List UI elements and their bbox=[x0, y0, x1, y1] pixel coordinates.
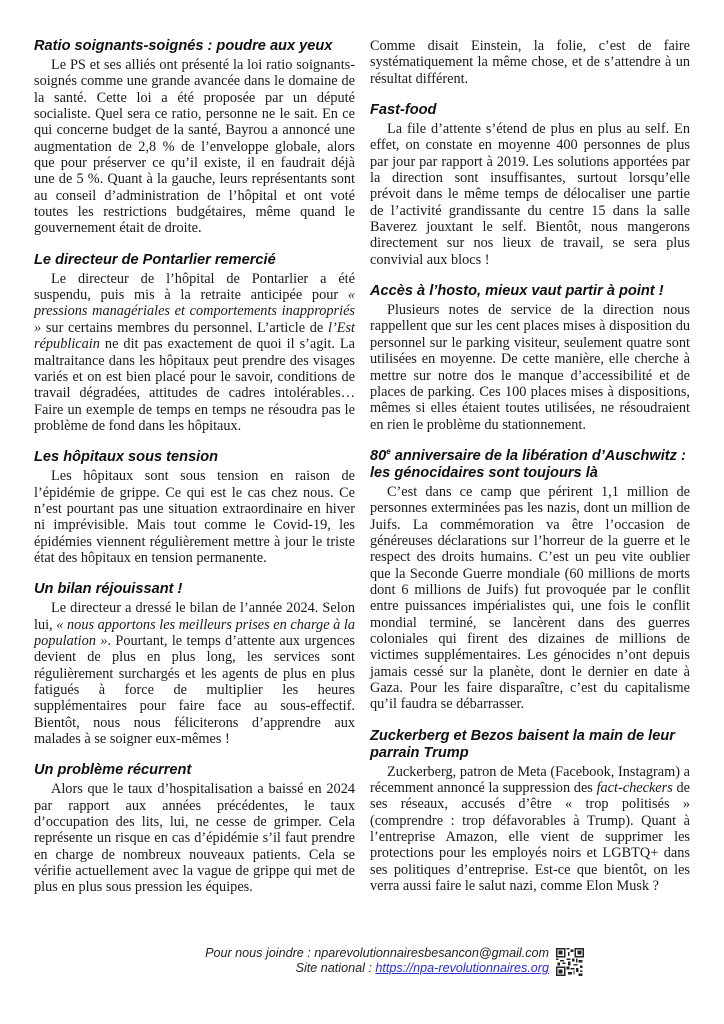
article-body: C’est dans ce camp que périrent 1,1 million de personnes exterminées pas les nazis, dont un million de Juifs. La commémoration va être l’occasion de généreuses déclarations sur l’horreur de la guerre et le respect des droits humains. C’est un peu vite oublier que la Seconde Guerre mondiale (60 millions de morts dont 6 millions de Juifs) fut provoquée par le conflit entre puissances impérialistes qui, une fois le conflit mondial terminé, se lancèrent dans des guerres coloniales qui firent des dizaines de millions de victimes supplémentaires. Les génocides n’ont depuis jamais cessé sur la planète, dont le dernier en date à Gaza. Pour les faire disparaître, c’est du capitalisme qu’il faudra se débarrasser. bbox=[370, 483, 690, 713]
article-probleme bbox=[34, 762, 355, 895]
article-title: Fast-food bbox=[370, 102, 437, 119]
article-body: Le PS et ses alliés ont présenté la loi ratio soignants-soignés comme une grande avancée dans le domaine de la santé. Cette loi a été proposée par un député socialiste. Quel sera ce ratio, personne ne le sait. En ce qui concerne budget de la santé, Bayrou a annoncé une augmentation de 2,8 % de l’enveloppe globale, alors que pour préserver ce qu’il existe, il en faudrait déjà une de 5 %. Quant à la gauche, leurs représentants sont au conseil d’administration de l’hôpital et ont voté toutes les restrictions budgétaires, même quand le gouvernement était de droite. bbox=[34, 57, 355, 237]
article-bilan bbox=[34, 581, 355, 747]
article-title: Un problème récurrent bbox=[34, 762, 192, 779]
footer-contact bbox=[205, 946, 549, 976]
article-title: Un bilan réjouissant ! bbox=[34, 581, 183, 598]
article-ratio bbox=[34, 38, 355, 237]
site-line: Site national : https://npa-revolutionnaires.org bbox=[295, 961, 549, 975]
qr-code-icon bbox=[556, 948, 584, 976]
right-column bbox=[370, 38, 690, 894]
left-column bbox=[34, 38, 355, 896]
article-title: Ratio soignants-soignés : poudre aux yeux bbox=[34, 38, 333, 54]
site-link[interactable]: https://npa-revolutionnaires.org bbox=[375, 961, 549, 975]
article-tension bbox=[34, 449, 355, 566]
article-body: La file d’attente s’étend de plus en plus au self. En effet, on constate en moyenne 400 personnes de plus par jour par rapport à 2019. Les solutions apportées par la direction sont insuffisantes, surtout lorsqu’elle prévoit dans le même temps de délocaliser une partie de l’activité grandissante du centre 15 dans la salle Baverez jouxtant le self. Bientôt, nous mangerons directement sur nos lieux de travail, se sera plus convivial aux blocs ! bbox=[370, 121, 690, 268]
article-body: Les hôpitaux sont sous tension en raison de l’épidémie de grippe. Ce qui est le cas chez nous. Ce n’est pourtant pas une situation extraordinaire en hiver ni imprévisible. Mais tout comme le Covid-19, les épidémies viennent régulièrement mettre à jour le triste état des hôpitaux en tension permanente. bbox=[34, 468, 355, 566]
article-title: 80e anniversaire de la libération d’Auschwitz : les génocidaires sont toujours là bbox=[370, 447, 686, 481]
article-parking bbox=[370, 283, 690, 433]
quote: « nous apportons les meilleurs prises en charge à la population » bbox=[34, 616, 356, 649]
article-pontarlier bbox=[34, 252, 355, 434]
contact-email[interactable]: nparevolutionnairesbesancon@gmail.com bbox=[314, 946, 549, 960]
article-zuckerberg-bezos bbox=[370, 728, 690, 895]
term: fact-checkers bbox=[596, 780, 673, 797]
article-title: Accès à l’hosto, mieux vaut partir à point ! bbox=[370, 283, 664, 300]
article-auschwitz bbox=[370, 448, 690, 713]
quote: « pressions managériales et comportements inappropriés » bbox=[34, 287, 355, 336]
article-continuation: Comme disait Einstein, la folie, c’est de faire systématiquement la même chose, et de s’attendre à un résultat différent. bbox=[370, 38, 690, 87]
article-body: Alors que le taux d’hospitalisation a baissé en 2024 par rapport aux années précédentes, le taux d’occupation des lits, lui, ne cesse de grimper. Cela représente un risque en cas d’épidémie s’il faut prendre en charge de nombreux nouveaux patients. Cela se vérifie actuellement avec la vague de grippe qui met de plus en plus sous pression les équipes. bbox=[34, 781, 355, 896]
newspaper-name: l’Est républicain bbox=[34, 319, 355, 353]
article-fast-food bbox=[370, 102, 690, 268]
article-body: Zuckerberg, patron de Meta (Facebook, Instagram) a récemment annoncé la suppression des fact-checkers de ses réseaux, accusés d’être « trop politisés » (comprendre : trop défavorables à Trump). Quant à l’entreprise Amazon, elle vient de supprimer les protections pour les employés noirs et LGBTQ+ dans ses politiques d’entreprise. Est-ce que bientôt, on les verra aussi faire le salut nazi, comme Elon Musk ? bbox=[370, 763, 690, 895]
article-title: Les hôpitaux sous tension bbox=[34, 449, 219, 466]
article-title: Le directeur de Pontarlier remercié bbox=[34, 251, 276, 268]
article-body: Le directeur a dressé le bilan de l’année 2024. Selon lui, « nous apportons les meilleurs prises en charge à la population ». Pourtant, le temps d’attente aux urgences devient de plus en plus long, les services sont régulièrement surchargés et les agents de plus en plus fatigués à force de multiplier les heures supplémentaires pour faire face au sous-effectif. Bientôt, nous nous féliciterons d’apprendre aux malades à se soigner eux-mêmes ! bbox=[34, 600, 356, 748]
contact-line: Pour nous joindre : nparevolutionnairesbesancon@gmail.com bbox=[205, 946, 549, 960]
article-title: Zuckerberg et Bezos baisent la main de leur parrain Trump bbox=[370, 727, 675, 761]
article-body: Plusieurs notes de service de la direction nous rappellent que sur les cent places mises à disposition du personnel sur le parking visiteur, seulement quatre sont utilisées en moyenne. De cette manière, elle cherche à mettre sur notre dos le manque d’accessibilité et de places de parking. Ces 100 places mises à dispositions, mêmes si elles étaient toutes utilisées, ne résoudraient en rien le problème du stationnement. bbox=[370, 302, 690, 433]
article-body: Le directeur de l’hôpital de Pontarlier a été suspendu, puis mis à la retraite anticipée pour « pressions managériales et comportements inappropriés » sur certains membres du personnel. L’article de l’Est républicain ne dit pas exactement de quoi il s’agit. La maltraitance dans les hôpitaux peut prendre des visages variés et on est bien placé pour le savoir, conditions de travail dégradées, attitudes de cadres intolérables… Faire un exemple de temps en temps ne résoudra pas le problème de fond dans les hôpitaux. bbox=[34, 270, 355, 434]
